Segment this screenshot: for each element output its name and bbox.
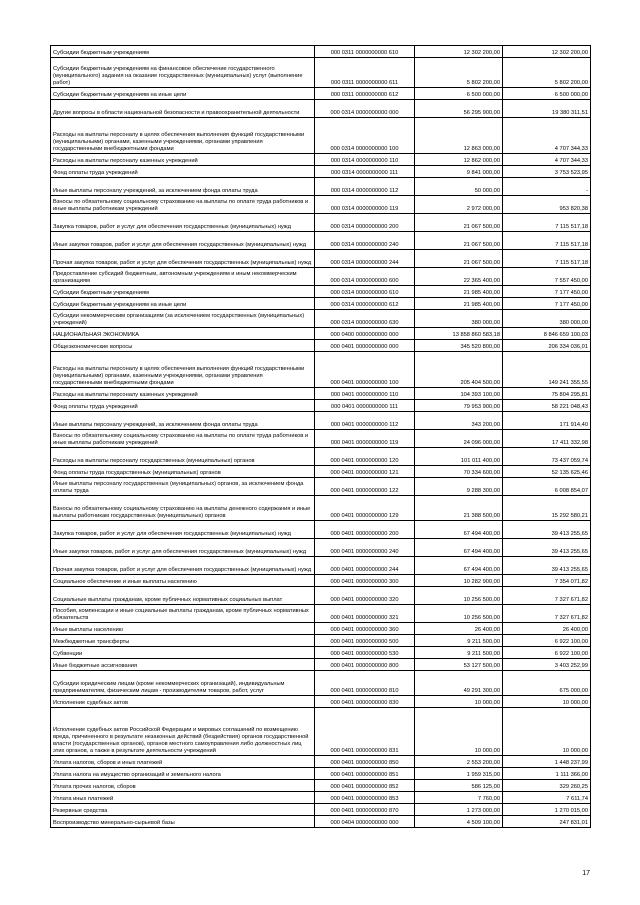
row-executed-cell: 7 115 517,18	[503, 214, 591, 232]
row-code-cell: 000 0314 0000000000 000	[315, 100, 415, 118]
row-code-cell: 000 0401 0000000000 121	[315, 466, 415, 478]
table-row	[51, 635, 591, 647]
table-row	[51, 268, 591, 286]
row-name-cell: Субсидии бюджетным учреждениям	[51, 286, 315, 298]
row-code-cell: 000 0404 0000000000 000	[315, 816, 415, 828]
table-row	[51, 659, 591, 671]
row-executed-cell: 26 400,00	[503, 623, 591, 635]
row-approved-cell: 21 067 500,00	[415, 250, 503, 268]
row-executed-cell: 7 611,74	[503, 792, 591, 804]
row-name-cell: Межбюджетные трансферты	[51, 635, 315, 647]
row-executed-cell: 4 707 344,33	[503, 118, 591, 154]
row-name-cell: Субсидии юридическим лицам (кроме некоммерческих организаций), индивидуальным предпринимателям, физическим лицам - производителям товаров, работ, услуг	[51, 671, 315, 696]
table-row	[51, 792, 591, 804]
row-code-cell: 000 0401 0000000000 119	[315, 430, 415, 448]
row-name-cell: Резервные средства	[51, 804, 315, 816]
row-approved-cell: 6 500 000,00	[415, 88, 503, 100]
row-executed-cell: 7 115 517,18	[503, 250, 591, 268]
row-name-cell: Уплата прочих налогов, сборов	[51, 780, 315, 792]
row-executed-cell: 675 000,00	[503, 671, 591, 696]
row-approved-cell: 67 494 400,00	[415, 521, 503, 539]
table-row	[51, 100, 591, 118]
row-executed-cell: 6 922 100,00	[503, 635, 591, 647]
row-code-cell: 000 0401 0000000000 244	[315, 557, 415, 575]
row-code-cell: 000 0401 0000000000 000	[315, 340, 415, 352]
row-name-cell: Пособия, компенсации и иные социальные выплаты гражданам, кроме публичных нормативных обязательств	[51, 605, 315, 623]
table-row	[51, 768, 591, 780]
row-name-cell: Другие вопросы в области национальной безопасности и правоохранительной деятельности	[51, 100, 315, 118]
row-code-cell: 000 0314 0000000000 119	[315, 196, 415, 214]
row-name-cell: Иные выплаты персоналу государственных (муниципальных) органов, за исключением фонда оплаты труда	[51, 478, 315, 496]
row-executed-cell: 7 354 071,82	[503, 575, 591, 587]
table-row	[51, 430, 591, 448]
row-code-cell: 000 0314 0000000000 100	[315, 118, 415, 154]
row-code-cell: 000 0400 0000000000 000	[315, 328, 415, 340]
row-name-cell: Субсидии некоммерческим организациям (за исключением государственных (муниципальных) учреждений)	[51, 310, 315, 328]
row-executed-cell: 6 500 000,00	[503, 88, 591, 100]
row-approved-cell: 9 288 300,00	[415, 478, 503, 496]
row-executed-cell: 75 804 295,81	[503, 388, 591, 400]
table-row	[51, 166, 591, 178]
row-approved-cell: 26 400,00	[415, 623, 503, 635]
row-approved-cell: 10 256 500,00	[415, 587, 503, 605]
row-approved-cell: 2 972 000,00	[415, 196, 503, 214]
table-row	[51, 214, 591, 232]
row-name-cell: Иные закупки товаров, работ и услуг для обеспечения государственных (муниципальных) нужд	[51, 232, 315, 250]
table-row	[51, 587, 591, 605]
table-row	[51, 328, 591, 340]
row-approved-cell: 21 067 500,00	[415, 214, 503, 232]
row-approved-cell: 21 067 500,00	[415, 232, 503, 250]
row-executed-cell: 1 448 237,99	[503, 756, 591, 768]
row-name-cell: Расходы на выплаты персоналу казенных учреждений	[51, 388, 315, 400]
row-executed-cell: 58 221 048,43	[503, 400, 591, 412]
row-code-cell: 000 0401 0000000000 100	[315, 352, 415, 388]
row-executed-cell: 3 403 252,99	[503, 659, 591, 671]
row-code-cell: 000 0401 0000000000 110	[315, 388, 415, 400]
table-row	[51, 671, 591, 696]
row-approved-cell: 67 494 400,00	[415, 557, 503, 575]
row-executed-cell: 7 557 450,00	[503, 268, 591, 286]
row-code-cell: 000 0314 0000000000 111	[315, 166, 415, 178]
row-code-cell: 000 0401 0000000000 870	[315, 804, 415, 816]
table-row	[51, 478, 591, 496]
row-executed-cell: 8 846 659 100,03	[503, 328, 591, 340]
row-executed-cell: 6 922 100,00	[503, 647, 591, 659]
row-name-cell: Закупка товаров, работ и услуг для обеспечения государственных (муниципальных) нужд	[51, 521, 315, 539]
row-approved-cell: 7 760,00	[415, 792, 503, 804]
row-name-cell: Субсидии бюджетным учреждениям на иные цели	[51, 88, 315, 100]
row-name-cell: НАЦИОНАЛЬНАЯ ЭКОНОМИКА	[51, 328, 315, 340]
row-approved-cell: 12 863 000,00	[415, 118, 503, 154]
row-name-cell: Исполнение судебных актов	[51, 696, 315, 708]
row-executed-cell: 73 437 059,74	[503, 448, 591, 466]
row-name-cell: Прочая закупка товаров, работ и услуг для обеспечения государственных (муниципальных) нужд	[51, 250, 315, 268]
row-executed-cell: 171 914,40	[503, 412, 591, 430]
row-name-cell: Субвенции	[51, 647, 315, 659]
row-approved-cell: 5 802 200,00	[415, 58, 503, 88]
row-code-cell: 000 0401 0000000000 300	[315, 575, 415, 587]
table-row	[51, 623, 591, 635]
row-approved-cell: 24 096 000,00	[415, 430, 503, 448]
row-name-cell: Фонд оплаты труда государственных (муниципальных) органов	[51, 466, 315, 478]
table-row	[51, 708, 591, 756]
row-approved-cell: 2 553 200,00	[415, 756, 503, 768]
row-approved-cell: 10 256 500,00	[415, 605, 503, 623]
row-executed-cell: 329 260,25	[503, 780, 591, 792]
row-name-cell: Расходы на выплаты персоналу государственных (муниципальных) органов	[51, 448, 315, 466]
table-row	[51, 575, 591, 587]
row-code-cell: 000 0314 0000000000 600	[315, 268, 415, 286]
row-code-cell: 000 0314 0000000000 612	[315, 298, 415, 310]
row-executed-cell: 7 327 671,82	[503, 587, 591, 605]
table-row	[51, 696, 591, 708]
row-name-cell: Взносы по обязательному социальному страхованию на выплаты по оплате труда работников и иные выплаты работникам учреждений	[51, 430, 315, 448]
row-code-cell: 000 0401 0000000000 852	[315, 780, 415, 792]
row-approved-cell: 21 985 400,00	[415, 298, 503, 310]
table-row	[51, 756, 591, 768]
row-executed-cell: 39 413 255,65	[503, 521, 591, 539]
table-row	[51, 298, 591, 310]
row-code-cell: 000 0314 0000000000 244	[315, 250, 415, 268]
row-approved-cell: 380 000,00	[415, 310, 503, 328]
row-code-cell: 000 0401 0000000000 320	[315, 587, 415, 605]
row-code-cell: 000 0401 0000000000 120	[315, 448, 415, 466]
table-row	[51, 178, 591, 196]
row-name-cell: Предоставление субсидий бюджетным, автономным учреждениям и иным некоммерческим организациям	[51, 268, 315, 286]
row-approved-cell: 1 959 315,00	[415, 768, 503, 780]
row-approved-cell: 50 000,00	[415, 178, 503, 196]
row-approved-cell: 22 365 400,00	[415, 268, 503, 286]
row-name-cell: Иные выплаты персоналу учреждений, за исключением фонда оплаты труда	[51, 178, 315, 196]
row-executed-cell: 7 327 671,82	[503, 605, 591, 623]
table-row	[51, 539, 591, 557]
row-name-cell: Уплата налога на имущество организаций и земельного налога	[51, 768, 315, 780]
table-row	[51, 816, 591, 828]
table-row	[51, 340, 591, 352]
table-row	[51, 154, 591, 166]
table-row	[51, 448, 591, 466]
row-name-cell: Социальное обеспечение и иные выплаты населению	[51, 575, 315, 587]
row-approved-cell: 9 211 500,00	[415, 647, 503, 659]
table-row	[51, 521, 591, 539]
row-name-cell: Закупка товаров, работ и услуг для обеспечения государственных (муниципальных) нужд	[51, 214, 315, 232]
row-name-cell: Прочая закупка товаров, работ и услуг для обеспечения государственных (муниципальных) нужд	[51, 557, 315, 575]
table-row	[51, 58, 591, 88]
row-code-cell: 000 0311 0000000000 612	[315, 88, 415, 100]
row-approved-cell: 9 211 500,00	[415, 635, 503, 647]
row-name-cell: Фонд оплаты труда учреждений	[51, 166, 315, 178]
row-name-cell: Расходы на выплаты персоналу казенных учреждений	[51, 154, 315, 166]
row-code-cell: 000 0401 0000000000 530	[315, 647, 415, 659]
row-code-cell: 000 0401 0000000000 111	[315, 400, 415, 412]
row-code-cell: 000 0401 0000000000 240	[315, 539, 415, 557]
row-executed-cell: 7 177 450,00	[503, 298, 591, 310]
row-code-cell: 000 0401 0000000000 831	[315, 708, 415, 756]
row-name-cell: Общеэкономические вопросы	[51, 340, 315, 352]
table-row	[51, 557, 591, 575]
row-name-cell: Расходы на выплаты персоналу в целях обеспечения выполнения функций государственными (муниципальными) органами, казенными учреждениями, органами управления государственными внебюджетными фондами	[51, 118, 315, 154]
row-approved-cell: 345 520 800,00	[415, 340, 503, 352]
row-executed-cell: 953 820,38	[503, 196, 591, 214]
row-approved-cell: 12 862 000,00	[415, 154, 503, 166]
row-executed-cell: 7 177 450,00	[503, 286, 591, 298]
table-row	[51, 286, 591, 298]
row-name-cell: Субсидии бюджетным учреждениям	[51, 46, 315, 58]
row-code-cell: 000 0401 0000000000 321	[315, 605, 415, 623]
table-row	[51, 310, 591, 328]
row-name-cell: Иные бюджетные ассигнования	[51, 659, 315, 671]
row-approved-cell: 56 295 900,00	[415, 100, 503, 118]
budget-table-body	[51, 46, 591, 828]
page-number: 17	[582, 870, 590, 877]
row-name-cell: Социальные выплаты гражданам, кроме публичных нормативных социальных выплат	[51, 587, 315, 605]
row-code-cell: 000 0401 0000000000 851	[315, 768, 415, 780]
row-code-cell: 000 0314 0000000000 610	[315, 286, 415, 298]
table-row	[51, 466, 591, 478]
row-code-cell: 000 0314 0000000000 110	[315, 154, 415, 166]
row-code-cell: 000 0401 0000000000 810	[315, 671, 415, 696]
row-executed-cell: 380 000,00	[503, 310, 591, 328]
table-row	[51, 196, 591, 214]
row-code-cell: 000 0314 0000000000 112	[315, 178, 415, 196]
row-approved-cell: 10 282 900,00	[415, 575, 503, 587]
row-approved-cell: 53 127 500,00	[415, 659, 503, 671]
row-executed-cell: -	[503, 178, 591, 196]
row-approved-cell: 586 125,00	[415, 780, 503, 792]
row-executed-cell: 39 413 255,65	[503, 557, 591, 575]
row-code-cell: 000 0401 0000000000 360	[315, 623, 415, 635]
row-name-cell: Воспроизводство минерально-сырьевой базы	[51, 816, 315, 828]
budget-table	[50, 45, 591, 828]
row-code-cell: 000 0314 0000000000 630	[315, 310, 415, 328]
table-row	[51, 250, 591, 268]
row-executed-cell: 15 292 580,21	[503, 496, 591, 521]
row-code-cell: 000 0401 0000000000 800	[315, 659, 415, 671]
row-executed-cell: 1 111 366,00	[503, 768, 591, 780]
row-approved-cell: 79 953 900,00	[415, 400, 503, 412]
row-executed-cell: 6 008 854,07	[503, 478, 591, 496]
row-approved-cell: 1 273 000,00	[415, 804, 503, 816]
row-code-cell: 000 0401 0000000000 830	[315, 696, 415, 708]
table-row	[51, 388, 591, 400]
row-executed-cell: 19 380 311,51	[503, 100, 591, 118]
row-name-cell: Иные выплаты персоналу учреждений, за исключением фонда оплаты труда	[51, 412, 315, 430]
row-executed-cell: 1 270 015,00	[503, 804, 591, 816]
row-approved-cell: 12 302 200,00	[415, 46, 503, 58]
row-approved-cell: 49 291 300,00	[415, 671, 503, 696]
row-name-cell: Уплата налогов, сборов и иных платежей	[51, 756, 315, 768]
table-row	[51, 647, 591, 659]
row-name-cell: Взносы по обязательному социальному страхованию на выплаты по оплате труда работников и иные выплаты работникам учреждений	[51, 196, 315, 214]
row-executed-cell: 5 802 200,00	[503, 58, 591, 88]
row-approved-cell: 21 388 500,00	[415, 496, 503, 521]
row-executed-cell: 39 413 255,65	[503, 539, 591, 557]
table-row	[51, 352, 591, 388]
row-name-cell: Иные закупки товаров, работ и услуг для обеспечения государственных (муниципальных) нужд	[51, 539, 315, 557]
row-approved-cell: 10 000,00	[415, 708, 503, 756]
row-code-cell: 000 0401 0000000000 112	[315, 412, 415, 430]
row-code-cell: 000 0311 0000000000 611	[315, 58, 415, 88]
table-row	[51, 605, 591, 623]
table-row	[51, 88, 591, 100]
row-approved-cell: 343 200,00	[415, 412, 503, 430]
row-approved-cell: 67 494 400,00	[415, 539, 503, 557]
row-approved-cell: 104 393 100,00	[415, 388, 503, 400]
row-name-cell: Исполнение судебных актов Российской Федерации и мировых соглашений по возмещению вреда, причиненного в результате незаконных действий (бездействия) органов государственной власти (государственных органов), органов местного самоуправления либо должностных лиц этих органов, а также в результате деятельности учреждений	[51, 708, 315, 756]
row-executed-cell: 52 135 625,46	[503, 466, 591, 478]
row-code-cell: 000 0314 0000000000 200	[315, 214, 415, 232]
table-row	[51, 412, 591, 430]
row-approved-cell: 205 404 500,00	[415, 352, 503, 388]
table-row	[51, 804, 591, 816]
table-row	[51, 46, 591, 58]
row-approved-cell: 10 000,00	[415, 696, 503, 708]
row-code-cell: 000 0401 0000000000 200	[315, 521, 415, 539]
row-approved-cell: 70 334 600,00	[415, 466, 503, 478]
table-row	[51, 400, 591, 412]
row-name-cell: Иные выплаты населению	[51, 623, 315, 635]
row-executed-cell: 17 411 332,98	[503, 430, 591, 448]
row-approved-cell: 9 841 000,00	[415, 166, 503, 178]
row-code-cell: 000 0314 0000000000 240	[315, 232, 415, 250]
row-approved-cell: 101 011 400,00	[415, 448, 503, 466]
row-code-cell: 000 0401 0000000000 853	[315, 792, 415, 804]
row-code-cell: 000 0401 0000000000 129	[315, 496, 415, 521]
row-name-cell: Расходы на выплаты персоналу в целях обеспечения выполнения функций государственными (муниципальными) органами, казенными учреждениями, органами управления государственными внебюджетными фондами	[51, 352, 315, 388]
row-executed-cell: 7 115 517,18	[503, 232, 591, 250]
row-name-cell: Субсидии бюджетным учреждениям на иные цели	[51, 298, 315, 310]
row-name-cell: Взносы по обязательному социальному страхованию на выплаты денежного содержания и иные выплаты работникам государственных (муниципальных) органов	[51, 496, 315, 521]
row-approved-cell: 21 985 400,00	[415, 286, 503, 298]
row-name-cell: Уплата иных платежей	[51, 792, 315, 804]
table-row	[51, 232, 591, 250]
row-approved-cell: 4 509 100,00	[415, 816, 503, 828]
row-executed-cell: 206 334 036,01	[503, 340, 591, 352]
row-executed-cell: 247 831,01	[503, 816, 591, 828]
table-row	[51, 118, 591, 154]
row-code-cell: 000 0311 0000000000 610	[315, 46, 415, 58]
row-executed-cell: 10 000,00	[503, 696, 591, 708]
row-executed-cell: 10 000,00	[503, 708, 591, 756]
row-name-cell: Субсидии бюджетным учреждениям на финансовое обеспечение государственного (муниципального) задания на оказание государственных (муниципальных) услуг (выполнение работ)	[51, 58, 315, 88]
row-executed-cell: 12 302 200,00	[503, 46, 591, 58]
row-code-cell: 000 0401 0000000000 122	[315, 478, 415, 496]
row-approved-cell: 13 858 860 583,18	[415, 328, 503, 340]
row-code-cell: 000 0401 0000000000 850	[315, 756, 415, 768]
row-executed-cell: 3 753 523,95	[503, 166, 591, 178]
row-executed-cell: 4 707 344,33	[503, 154, 591, 166]
table-row	[51, 780, 591, 792]
row-name-cell: Фонд оплаты труда учреждений	[51, 400, 315, 412]
row-code-cell: 000 0401 0000000000 500	[315, 635, 415, 647]
row-executed-cell: 149 241 355,55	[503, 352, 591, 388]
budget-document	[50, 45, 590, 828]
table-row	[51, 496, 591, 521]
